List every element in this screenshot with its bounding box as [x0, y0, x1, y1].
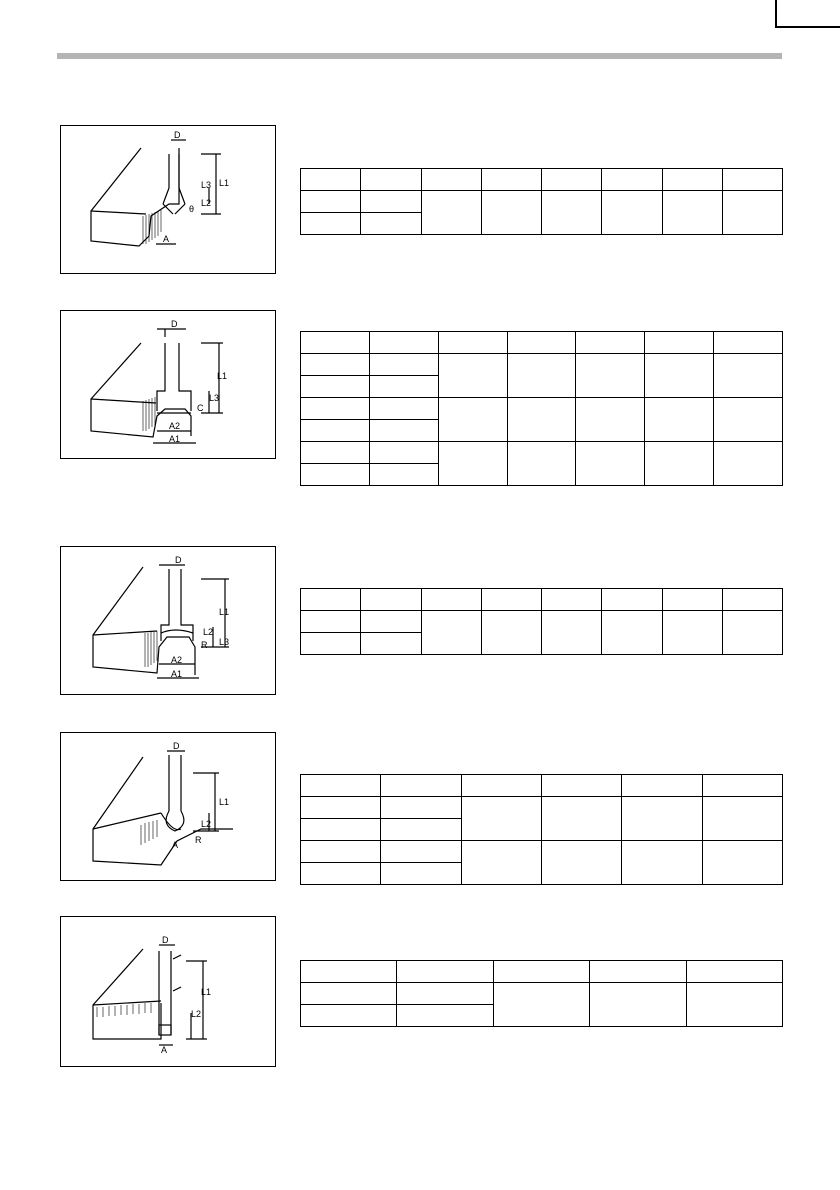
spec-table-2	[300, 331, 783, 486]
fig2-label-L3: L3	[209, 393, 220, 403]
fig2-label-A2: A2	[169, 421, 181, 431]
fig1-label-L1: L1	[219, 178, 230, 188]
fig4-label-D: D	[173, 741, 180, 751]
fig1-label-A: A	[163, 234, 170, 244]
fig5-label-L2: L2	[191, 1009, 202, 1019]
fig5-label-A: A	[161, 1045, 168, 1055]
fig2-label-L1: L1	[217, 371, 228, 381]
figure-cove-beading-bit	[60, 732, 276, 881]
table-row	[301, 442, 783, 464]
spec-table-5	[300, 960, 783, 1027]
fig1-label-L3: L3	[201, 180, 212, 190]
table-row	[301, 775, 783, 797]
table-row	[301, 191, 783, 213]
table-row	[301, 797, 783, 819]
fig1-label-theta: θ	[189, 204, 195, 214]
fig3-label-A1: A1	[171, 669, 183, 679]
fig4-label-L1: L1	[219, 797, 230, 807]
table-row	[301, 589, 783, 611]
table-row	[301, 398, 783, 420]
fig1-label-L2: L2	[201, 198, 212, 208]
fig2-label-D: D	[171, 319, 178, 329]
fig3-label-R: R	[201, 640, 208, 650]
fig3-label-A2: A2	[171, 655, 183, 665]
fig4-label-R: R	[195, 835, 202, 845]
fig1-label-D: D	[174, 130, 181, 140]
fig4-label-A: A	[172, 840, 179, 850]
fig3-label-D: D	[175, 555, 182, 565]
fig3-label-L3: L3	[219, 637, 230, 647]
fig3-label-L2: L2	[203, 627, 214, 637]
fig4-label-L2: L2	[201, 819, 212, 829]
figure-flush-trimming-bit	[60, 916, 276, 1067]
fig2-label-A1: A1	[169, 434, 181, 444]
table-row	[301, 983, 783, 1005]
spec-table-3	[300, 588, 783, 655]
fig5-label-D: D	[162, 935, 169, 945]
table-row	[301, 961, 783, 983]
fig2-label-C: C	[197, 403, 204, 413]
figure-chamfer-bit	[60, 125, 276, 274]
figure-rabbeting-bit	[60, 310, 276, 459]
fig5-label-L1: L1	[201, 987, 212, 997]
table-row	[301, 611, 783, 633]
figure-corner-rounding-bit	[60, 546, 276, 695]
fig3-label-L1: L1	[219, 607, 230, 617]
spec-table-1	[300, 168, 783, 235]
spec-table-4	[300, 774, 783, 885]
table-row	[301, 169, 783, 191]
header-rule	[57, 53, 782, 59]
table-row	[301, 332, 783, 354]
crop-mark-top-right	[775, 26, 840, 28]
table-row	[301, 841, 783, 863]
crop-mark-top-right	[775, 0, 777, 28]
table-row	[301, 354, 783, 376]
